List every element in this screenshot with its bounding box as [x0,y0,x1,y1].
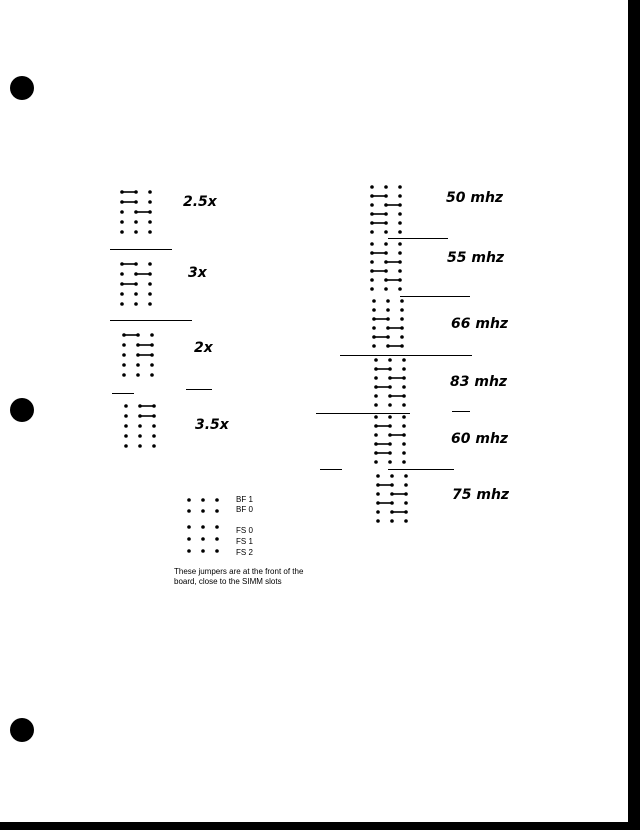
jumper-pin [120,220,124,224]
jumper-pin [215,525,219,529]
legend-label-bf0: BF 0 [236,505,253,514]
jumper-pin [124,424,128,428]
jumper-pin [120,230,124,234]
jumper-pin [374,358,378,362]
jumper-pin [134,292,138,296]
jumper-pin [120,292,124,296]
jumper-pin [120,272,124,276]
jumper-pin [148,220,152,224]
divider-line [320,469,342,470]
jumper-pin [152,434,156,438]
jumper-pin [372,299,376,303]
jumper-pin [404,483,408,487]
jumper-pin [148,302,152,306]
legend-label-fs2: FS 2 [236,548,253,557]
jumper-pin [372,344,376,348]
jumper-pin [402,424,406,428]
jumper-pin [398,269,402,273]
divider-line [400,296,470,297]
jumper-pin [400,308,404,312]
divider-line [316,413,410,414]
multiplier-label-3-5x: 3.5x [195,417,229,433]
jumper-pin [201,525,205,529]
jumper-pin [384,185,388,189]
multiplier-label-3x: 3x [188,265,207,281]
jumper-pin [374,403,378,407]
jumper-pin [388,415,392,419]
jumper-pin [187,549,191,553]
legend-label-fs0: FS 0 [236,526,253,535]
jumper-pin [404,519,408,523]
jumper-pin [398,287,402,291]
jumper-pin [372,326,376,330]
jumper-pin [187,498,191,502]
jumper-pin [122,363,126,367]
divider-line [388,238,448,239]
jumper-pin [150,333,154,337]
jumper-pin [201,537,205,541]
jumper-pin [150,363,154,367]
jumper-pin [376,510,380,514]
frequency-label-50-mhz: 50 mhz [446,190,504,206]
jumper-pin [120,210,124,214]
jumper-pin [138,444,142,448]
frequency-label-66-mhz: 66 mhz [451,316,509,332]
legend-label-fs1: FS 1 [236,537,253,546]
jumper-pin [374,394,378,398]
jumper-pin [398,185,402,189]
jumper-pin [374,376,378,380]
jumper-pin [148,200,152,204]
jumper-pin [120,302,124,306]
jumper-pin [386,308,390,312]
jumper-pin [374,460,378,464]
jumper-pin [201,549,205,553]
jumper-pin [187,537,191,541]
jumper-pin [148,230,152,234]
jumper-pin [215,498,219,502]
jumper-pin [215,509,219,513]
jumper-pin [134,302,138,306]
frequency-label-55-mhz: 55 mhz [447,250,505,266]
jumper-pin [398,194,402,198]
jumper-pin [398,251,402,255]
jumper-pin [134,220,138,224]
jumper-pin [402,358,406,362]
jumper-pin [388,403,392,407]
divider-line [110,249,172,250]
jumper-pin [376,519,380,523]
jumper-pin [398,221,402,225]
jumper-pin [370,278,374,282]
divider-line [452,411,470,412]
jumper-pin [398,212,402,216]
jumper-pin [201,498,205,502]
jumper-pin [400,317,404,321]
jumper-pin [187,509,191,513]
jumper-pin [370,242,374,246]
jumper-pin [384,287,388,291]
jumper-pin [376,474,380,478]
frequency-label-75-mhz: 75 mhz [452,487,510,503]
divider-line [388,469,454,470]
jumper-pin [372,308,376,312]
jumper-pin [138,424,142,428]
jumper-pin [148,292,152,296]
jumper-pin [400,299,404,303]
jumper-pin [386,299,390,303]
jumper-pin [150,373,154,377]
jumper-pin [148,190,152,194]
jumper-pin [370,230,374,234]
frequency-label-83-mhz: 83 mhz [450,374,508,390]
jumper-pin [376,492,380,496]
jumper-pin [374,433,378,437]
divider-line [340,355,472,356]
divider-line [110,320,192,321]
jumper-pin [148,262,152,266]
jumper-pin [402,367,406,371]
legend-label-bf1: BF 1 [236,495,253,504]
jumper-pin [390,519,394,523]
jumper-pin [402,415,406,419]
jumper-pin [404,501,408,505]
jumper-pin [402,451,406,455]
jumper-pin [136,373,140,377]
jumper-pin [215,537,219,541]
jumper-pin [152,424,156,428]
divider-line [112,393,134,394]
jumper-pin [384,230,388,234]
jumper-pin [370,260,374,264]
jumper-pin [402,442,406,446]
multiplier-label-2-5x: 2.5x [183,194,217,210]
frequency-label-60-mhz: 60 mhz [451,431,509,447]
jumper-pin [390,474,394,478]
jumper-pin [370,185,374,189]
jumper-pin [122,353,126,357]
jumper-pin [122,373,126,377]
jumper-pin [201,509,205,513]
jumper-pin [398,230,402,234]
divider-line [186,389,212,390]
jumper-pin [138,434,142,438]
jumper-pin [402,385,406,389]
jumper-pin [388,460,392,464]
jumper-pin [400,335,404,339]
jumper-pin [215,549,219,553]
jumper-pin [134,230,138,234]
jumper-pin [122,343,126,347]
jumper-pin [152,444,156,448]
jumper-pin [136,363,140,367]
jumper-pin [370,203,374,207]
jumper-pin [124,434,128,438]
jumper-pin [124,444,128,448]
multiplier-label-2x: 2x [194,340,213,356]
jumper-pin [370,287,374,291]
jumper-pin [187,525,191,529]
jumper-location-note: These jumpers are at the front of the board, close to the SIMM slots [174,567,304,586]
jumper-pin [374,415,378,419]
jumper-pin [148,282,152,286]
jumper-pin [402,460,406,464]
jumper-pin [384,242,388,246]
jumper-pin [124,414,128,418]
jumper-pin [402,403,406,407]
jumper-pin [124,404,128,408]
jumper-pin [398,242,402,246]
jumper-pin [404,474,408,478]
jumper-pin [388,358,392,362]
